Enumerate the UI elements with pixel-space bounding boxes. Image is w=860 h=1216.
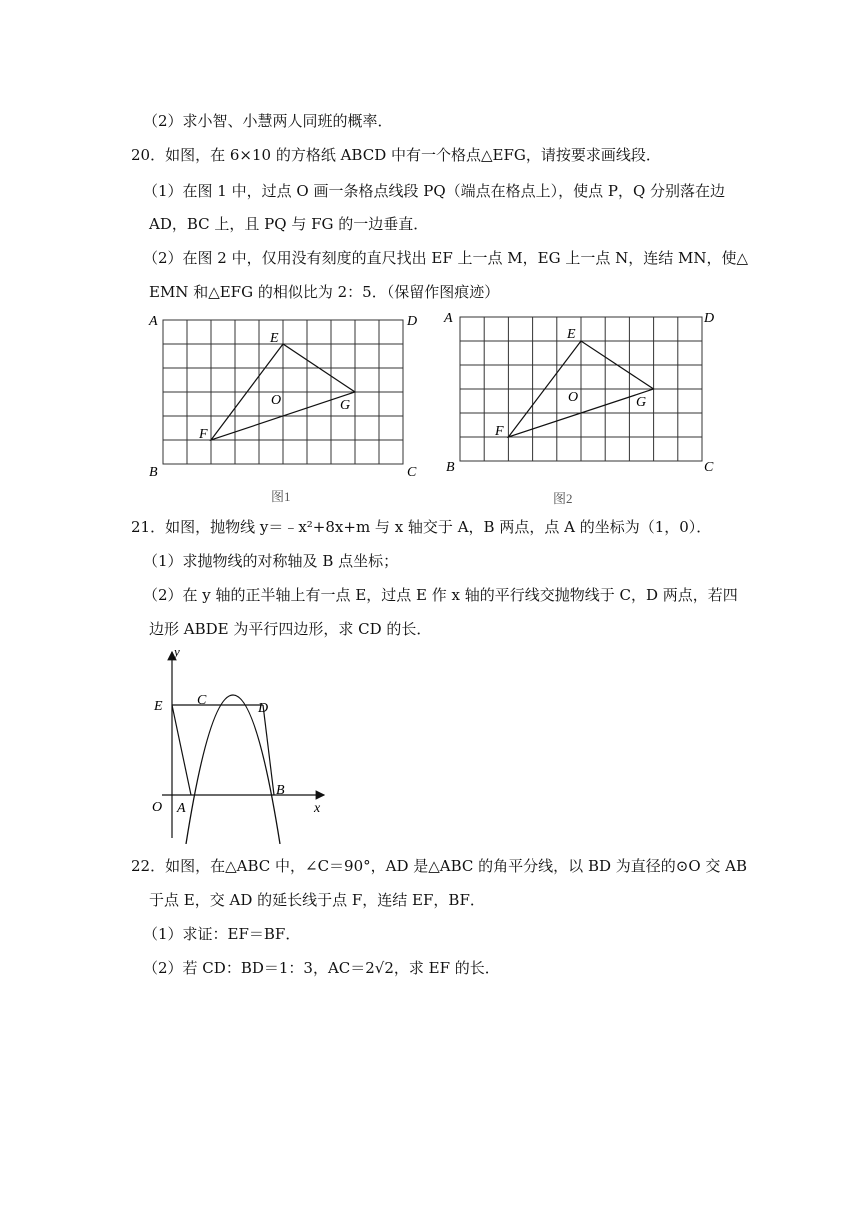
label-F: F: [495, 424, 504, 439]
figure-parabola: [140, 642, 340, 844]
label-G: G: [636, 395, 647, 410]
label-G: G: [340, 398, 351, 413]
q19-part2: （2）求小智、小慧两人同班的概率．: [143, 112, 393, 130]
label-B: B: [149, 465, 158, 480]
label-y: y: [174, 644, 180, 659]
q20-part1-line2: AD，BC 上，且 PQ 与 FG 的一边垂直．: [149, 215, 429, 233]
figure-2-grid: [440, 305, 730, 510]
q22-stem-line1: 22．如图，在△ABC 中，∠C＝90°，AD 是△ABC 的角平分线，以 BD 为直径的⊙O 交 AB: [131, 857, 748, 875]
label-O: O: [152, 800, 163, 815]
label-D: D: [704, 311, 715, 326]
label-O: O: [271, 393, 282, 408]
q21-part1: （1）求抛物线的对称轴及 B 点坐标；: [143, 552, 399, 570]
label-E: E: [567, 327, 576, 342]
q21-part2-line1: （2）在 y 轴的正半轴上有一点 E，过点 E 作 x 轴的平行线交抛物线于 C，D 两点，若四: [143, 586, 738, 604]
q21-stem: 21．如图，抛物线 y＝﹣x²+8x+m 与 x 轴交于 A，B 两点，点 A 的坐标为（1，0）．: [131, 518, 712, 536]
label-x: x: [314, 801, 321, 816]
q21-part2-line2: 边形 ABDE 为平行四边形，求 CD 的长．: [149, 620, 432, 638]
grid-lines: [460, 317, 702, 461]
segment-EA: [172, 705, 191, 795]
q20-part2-line2: EMN 和△EFG 的相似比为 2：5．（保留作图痕迹）: [149, 283, 500, 301]
label-D: D: [258, 701, 269, 716]
q22-part2: （2）若 CD：BD＝1：3，AC＝2√2，求 EF 的长．: [143, 959, 500, 977]
caption-fig1: 图1: [271, 489, 291, 504]
label-A: A: [177, 801, 186, 816]
q20-part1-line1: （1）在图 1 中，过点 O 画一条格点线段 PQ（端点在格点上），使点 P，Q 分别落在边: [143, 182, 726, 200]
parabola-curve: [186, 695, 280, 844]
label-E: E: [270, 331, 279, 346]
label-B: B: [446, 460, 455, 475]
q22-stem-line2: 于点 E，交 AD 的延长线于点 F，连结 EF，BF．: [149, 891, 485, 909]
label-C: C: [197, 693, 207, 708]
q22-part1: （1）求证：EF＝BF．: [143, 925, 301, 943]
q20-stem: 20．如图，在 6×10 的方格纸 ABCD 中有一个格点△EFG，请按要求画线段．: [131, 146, 661, 164]
label-A: A: [149, 314, 158, 329]
grid-lines: [163, 320, 403, 464]
label-F: F: [199, 427, 208, 442]
label-O: O: [568, 390, 579, 405]
label-A: A: [444, 311, 453, 326]
label-D: D: [407, 314, 418, 329]
label-C: C: [407, 465, 417, 480]
label-B: B: [276, 783, 285, 798]
label-E: E: [154, 699, 163, 714]
figure-1-grid: [145, 308, 435, 508]
caption-fig2: 图2: [553, 491, 573, 506]
q20-part2-line1: （2）在图 2 中，仅用没有刻度的直尺找出 EF 上一点 M，EG 上一点 N，连结 MN，使△: [143, 249, 749, 267]
label-C: C: [704, 460, 714, 475]
